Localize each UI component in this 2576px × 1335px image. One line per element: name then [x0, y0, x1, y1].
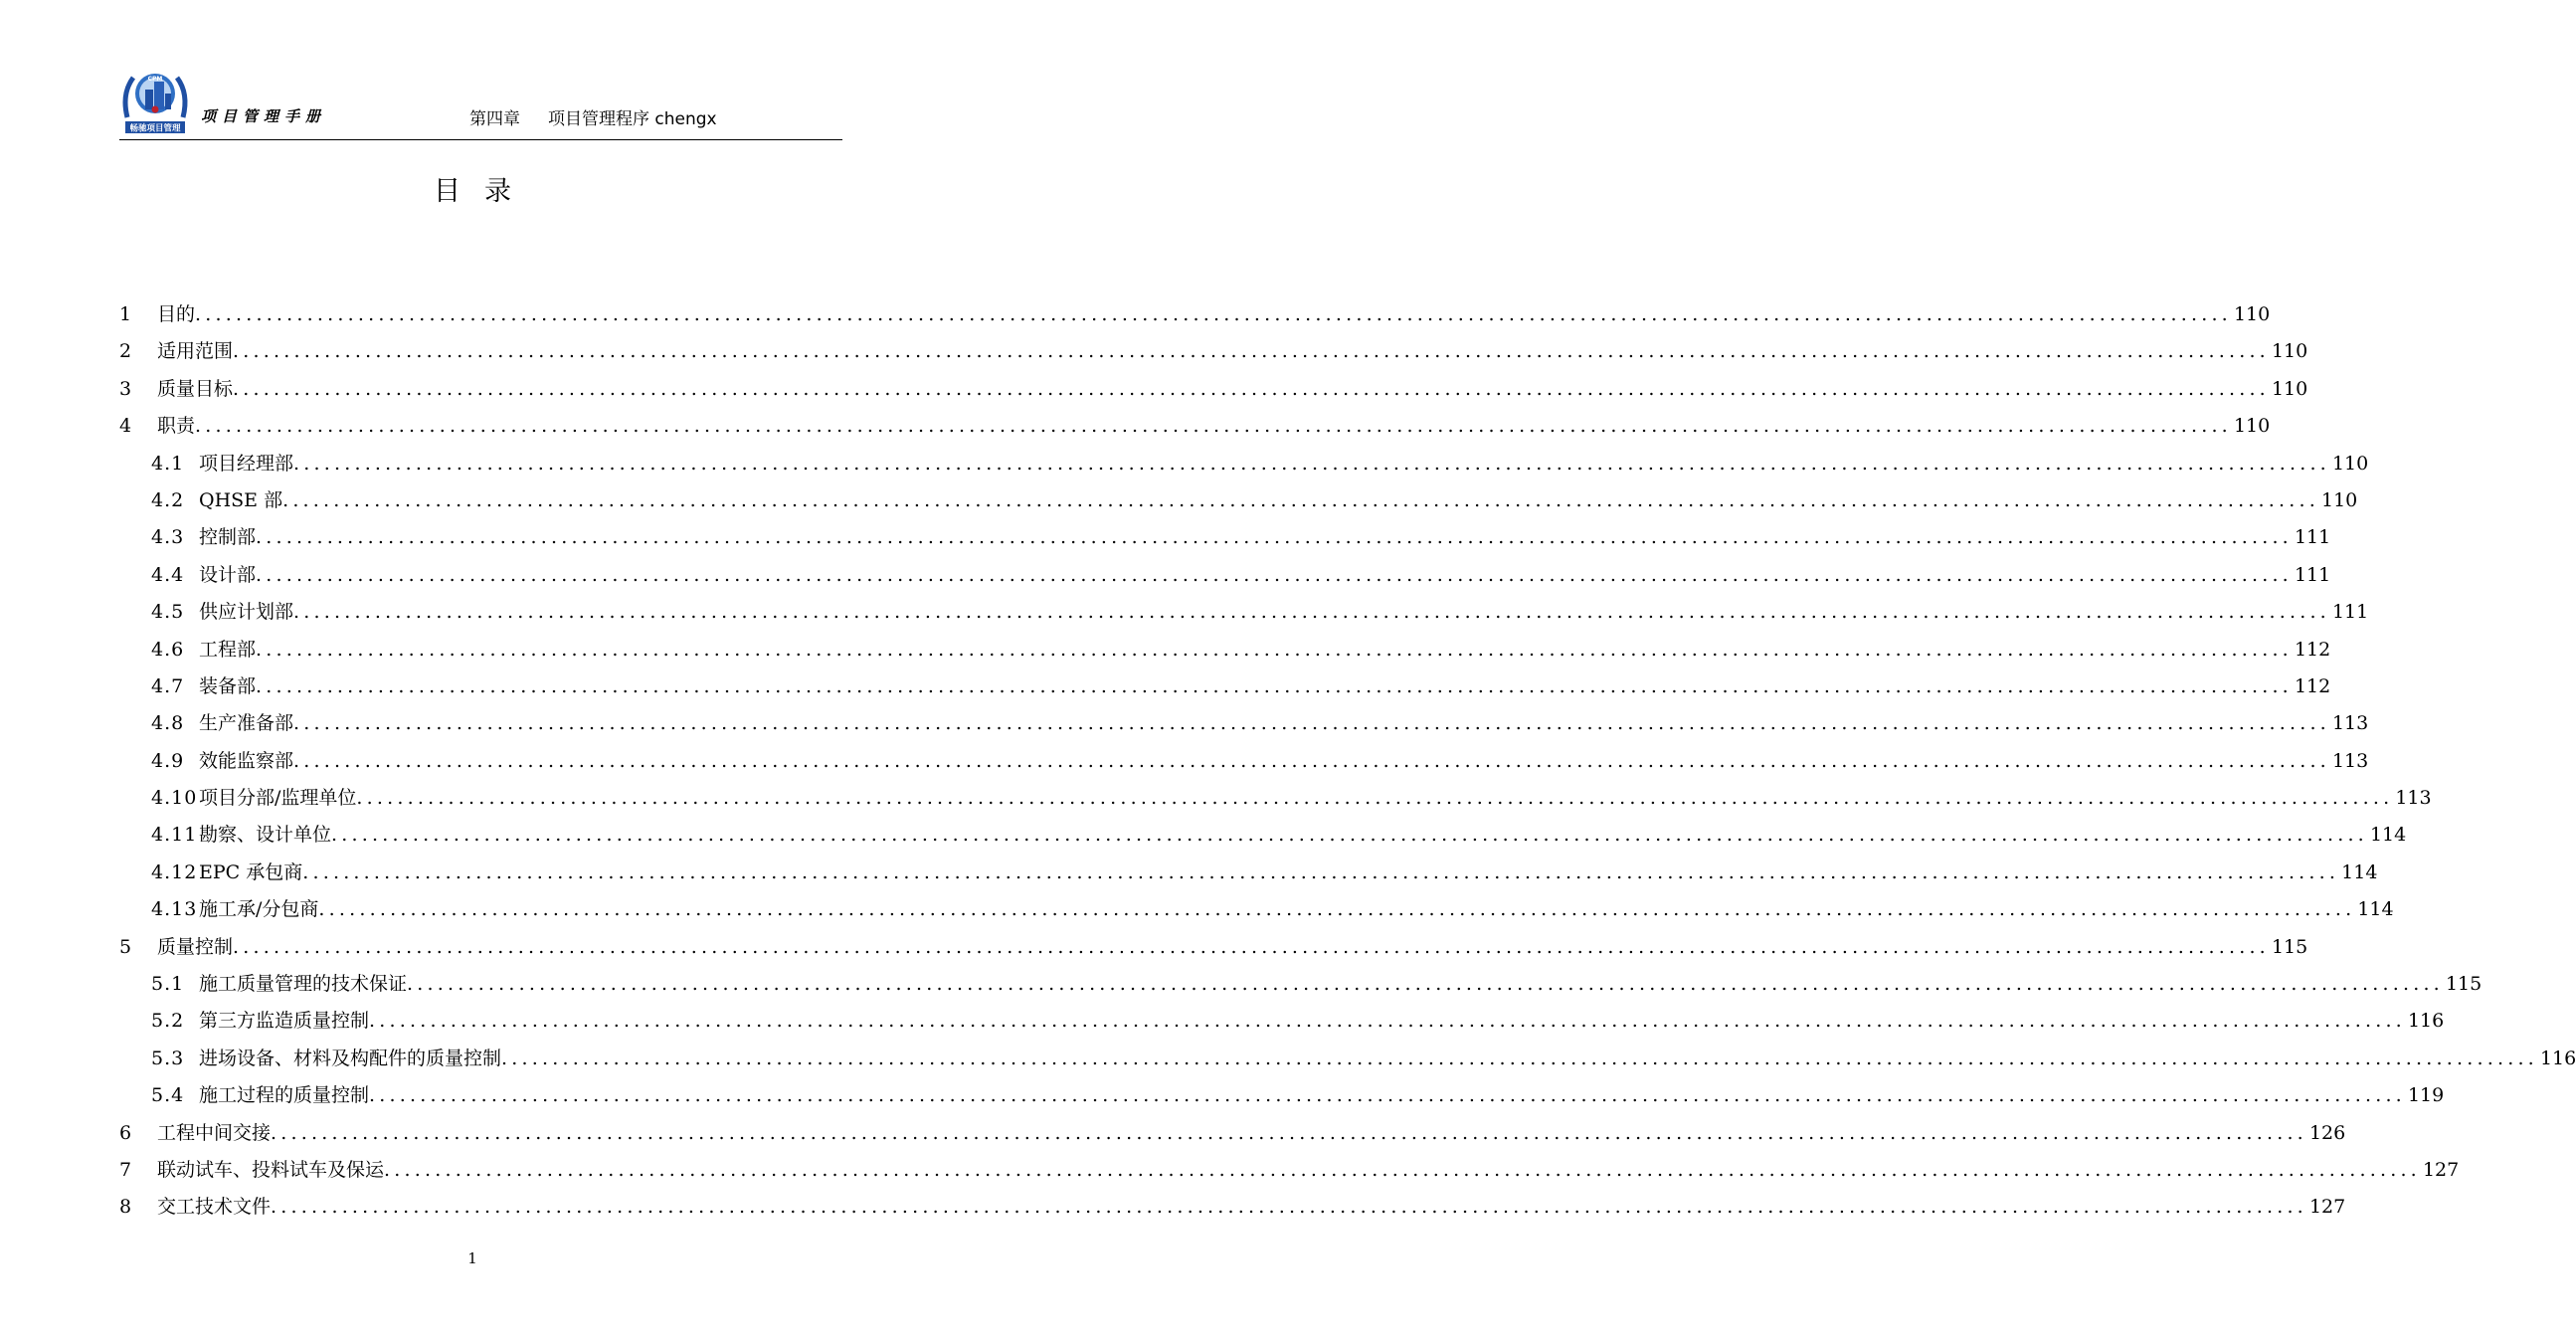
toc-entry-line — [151, 1041, 2576, 1077]
toc-entry-label: 工程中间交接 — [157, 1121, 272, 1144]
toc-entry-page: 110 — [2271, 340, 2308, 363]
toc-entry[interactable] — [119, 371, 2308, 408]
toc-entry[interactable] — [119, 446, 2369, 482]
toc-entry-label: 工程部 — [199, 638, 257, 661]
toc-entry-page: 119 — [2407, 1084, 2445, 1107]
toc-dot-leader: ........................................................................................................................................................................................................ — [293, 749, 2330, 772]
toc-entry-page: 113 — [2331, 712, 2369, 735]
toc-entry[interactable] — [119, 929, 2308, 966]
table-of-contents — [119, 296, 2576, 1227]
toc-dot-leader: ........................................................................................................................................................................................................ — [256, 563, 2293, 586]
toc-dot-leader: ........................................................................................................................................................................................................ — [256, 526, 2293, 549]
toc-entry-page: 115 — [2271, 935, 2308, 958]
toc-dot-leader: ........................................................................................................................................................................................................ — [271, 1196, 2307, 1219]
toc-entry[interactable] — [119, 705, 2369, 742]
toc-entry[interactable] — [119, 1115, 2346, 1152]
toc-entry-label: 供应计划部 — [199, 601, 294, 624]
toc-entry-page: 113 — [2331, 749, 2369, 772]
toc-entry-line — [151, 557, 2331, 594]
toc-entry-number: 5.4 — [151, 1084, 185, 1107]
toc-entry-page: 113 — [2395, 787, 2432, 810]
toc-entry-page: 110 — [2331, 452, 2369, 475]
toc-entry-line — [119, 333, 2308, 370]
toc-entry-line — [119, 408, 2271, 445]
toc-entry[interactable] — [119, 1041, 2576, 1077]
toc-entry-page: 126 — [2308, 1121, 2346, 1144]
page-number: 1 — [467, 1249, 477, 1267]
toc-entry-page: 110 — [2271, 377, 2308, 400]
toc-entry-page: 127 — [2308, 1196, 2346, 1219]
toc-entry-number: 4.7 — [151, 674, 185, 697]
toc-entry[interactable] — [119, 891, 2394, 928]
toc-entry[interactable] — [119, 855, 2378, 891]
toc-entry-label: 进场设备、材料及构配件的质量控制 — [199, 1047, 502, 1069]
toc-entry-page: 110 — [2233, 303, 2271, 325]
toc-entry-label: 施工承/分包商 — [199, 898, 319, 921]
logo-text-top: CPM — [147, 76, 163, 83]
toc-entry-line — [151, 668, 2331, 705]
toc-entry-number: 4.12 — [151, 860, 198, 883]
toc-entry-number: 2 — [119, 340, 132, 363]
toc-entry-label: QHSE 部 — [199, 488, 283, 511]
toc-entry[interactable] — [119, 632, 2331, 668]
toc-entry-label: 目的 — [157, 303, 196, 325]
toc-entry-page: 110 — [2321, 488, 2358, 511]
toc-entry[interactable] — [119, 296, 2271, 333]
toc-entry-number: 7 — [119, 1158, 132, 1181]
toc-entry-label: 质量目标 — [157, 377, 234, 400]
toc-dot-leader: ........................................................................................................................................................................................................ — [293, 712, 2330, 735]
toc-entry-line — [119, 371, 2308, 408]
toc-entry-number: 4.2 — [151, 488, 185, 511]
toc-entry-label: 项目分部/监理单位 — [199, 787, 357, 810]
toc-dot-leader: ........................................................................................................................................................................................................ — [282, 488, 2319, 511]
toc-entry[interactable] — [119, 482, 2358, 519]
toc-entry-page: 116 — [2407, 1010, 2445, 1033]
toc-entry-number: 5 — [119, 935, 132, 958]
toc-entry[interactable] — [119, 817, 2407, 854]
toc-entry-number: 4.8 — [151, 712, 185, 735]
toc-entry[interactable] — [119, 780, 2432, 817]
toc-entry-number: 4 — [119, 415, 132, 438]
toc-dot-leader: ........................................................................................................................................................................................................ — [233, 377, 2270, 400]
toc-entry-number: 3 — [119, 377, 132, 400]
toc-dot-leader: ........................................................................................................................................................................................................ — [318, 898, 2356, 921]
toc-entry-line — [151, 966, 2483, 1003]
toc-entry-label: EPC 承包商 — [199, 860, 303, 883]
toc-entry-line — [119, 929, 2308, 966]
toc-entry-number: 4.5 — [151, 601, 185, 624]
toc-entry-page: 116 — [2539, 1047, 2576, 1069]
toc-entry[interactable] — [119, 668, 2331, 705]
toc-dot-leader: ........................................................................................................................................................................................................ — [293, 452, 2330, 475]
toc-entry-number: 5.3 — [151, 1047, 185, 1069]
toc-entry-page: 114 — [2357, 898, 2394, 921]
toc-entry[interactable] — [119, 1077, 2445, 1114]
toc-entry-page: 111 — [2331, 601, 2369, 624]
toc-dot-leader: ........................................................................................................................................................................................................ — [407, 973, 2444, 996]
toc-entry-number: 4.13 — [151, 898, 198, 921]
toc-entry-line — [119, 1115, 2346, 1152]
toc-title: 目录 — [434, 176, 535, 207]
toc-entry[interactable] — [119, 1003, 2445, 1040]
toc-entry-line — [151, 519, 2331, 556]
toc-dot-leader: ........................................................................................................................................................................................................ — [271, 1121, 2307, 1144]
toc-entry-label: 质量控制 — [157, 935, 234, 958]
manual-title: 项目管理手册 — [201, 107, 327, 125]
toc-entry-page: 127 — [2422, 1158, 2460, 1181]
logo-text-bottom: 畅驰项目管理 — [129, 123, 181, 134]
toc-entry-label: 控制部 — [199, 526, 257, 549]
toc-entry-label: 联动试车、投料试车及保运 — [157, 1158, 385, 1181]
toc-entry-line — [151, 632, 2331, 668]
toc-dot-leader: ........................................................................................................................................................................................................ — [256, 638, 2293, 661]
toc-entry-line — [151, 780, 2432, 817]
toc-entry-label: 施工过程的质量控制 — [199, 1084, 370, 1107]
toc-entry-line — [151, 446, 2369, 482]
chapter-name: 项目管理程序 chengx — [548, 109, 717, 129]
toc-entry-page: 114 — [2369, 824, 2407, 847]
toc-entry-label: 职责 — [157, 415, 196, 438]
toc-entry-number: 4.9 — [151, 749, 185, 772]
toc-entry-label: 第三方监造质量控制 — [199, 1010, 370, 1033]
toc-dot-leader: ........................................................................................................................................................................................................ — [195, 415, 2232, 438]
toc-entry-number: 4.1 — [151, 452, 185, 475]
toc-entry-number: 5.1 — [151, 973, 185, 996]
toc-entry-label: 生产准备部 — [199, 712, 294, 735]
toc-entry-label: 项目经理部 — [199, 452, 294, 475]
toc-entry[interactable] — [119, 519, 2331, 556]
toc-entry[interactable] — [119, 966, 2483, 1003]
toc-dot-leader: ........................................................................................................................................................................................................ — [356, 787, 2394, 810]
toc-dot-leader: ........................................................................................................................................................................................................ — [195, 303, 2232, 325]
toc-dot-leader: ........................................................................................................................................................................................................ — [501, 1047, 2538, 1069]
toc-entry[interactable] — [119, 408, 2271, 445]
toc-entry-line — [151, 855, 2378, 891]
toc-entry[interactable] — [119, 1189, 2346, 1226]
toc-dot-leader: ........................................................................................................................................................................................................ — [384, 1158, 2421, 1181]
chapter-number: 第四章 — [469, 109, 520, 129]
toc-entry-label: 交工技术文件 — [157, 1196, 272, 1219]
toc-entry-number: 4.11 — [151, 824, 198, 847]
header-divider — [119, 139, 842, 140]
toc-entry-number: 5.2 — [151, 1010, 185, 1033]
toc-dot-leader: ........................................................................................................................................................................................................ — [293, 601, 2330, 624]
toc-entry-page: 115 — [2445, 973, 2483, 996]
toc-dot-leader: ........................................................................................................................................................................................................ — [331, 824, 2368, 847]
toc-entry-number: 4.4 — [151, 563, 185, 586]
toc-entry-line — [151, 743, 2369, 780]
toc-entry-line — [151, 1077, 2445, 1114]
toc-dot-leader: ........................................................................................................................................................................................................ — [233, 935, 2270, 958]
toc-dot-leader: ........................................................................................................................................................................................................ — [302, 860, 2340, 883]
toc-entry-label: 勘察、设计单位 — [199, 824, 332, 847]
company-logo — [119, 64, 191, 135]
toc-entry-label: 装备部 — [199, 674, 257, 697]
toc-entry-page: 111 — [2294, 526, 2331, 549]
toc-entry-page: 110 — [2233, 415, 2271, 438]
toc-entry-label: 适用范围 — [157, 340, 234, 363]
toc-entry-label: 设计部 — [199, 563, 257, 586]
toc-entry-label: 效能监察部 — [199, 749, 294, 772]
toc-entry-number: 6 — [119, 1121, 132, 1144]
toc-entry-page: 114 — [2341, 860, 2378, 883]
toc-entry-page: 111 — [2294, 563, 2331, 586]
toc-entry[interactable] — [119, 743, 2369, 780]
toc-dot-leader: ........................................................................................................................................................................................................ — [256, 674, 2293, 697]
toc-entry-label: 施工质量管理的技术保证 — [199, 973, 408, 996]
toc-entry[interactable] — [119, 1152, 2460, 1189]
toc-entry-line — [151, 482, 2358, 519]
page-header — [119, 60, 842, 143]
toc-entry[interactable] — [119, 594, 2369, 631]
toc-entry-page: 112 — [2294, 674, 2331, 697]
toc-entry-line — [151, 891, 2394, 928]
toc-entry-line — [119, 1152, 2460, 1189]
toc-entry-page: 112 — [2294, 638, 2331, 661]
toc-entry-number: 4.3 — [151, 526, 185, 549]
toc-entry-number: 1 — [119, 303, 132, 325]
toc-entry-line — [151, 705, 2369, 742]
toc-entry-number: 4.6 — [151, 638, 185, 661]
toc-entry[interactable] — [119, 557, 2331, 594]
toc-entry-line — [151, 594, 2369, 631]
chapter-title — [469, 104, 717, 129]
toc-entry-line — [119, 296, 2271, 333]
toc-entry-line — [151, 1003, 2445, 1040]
toc-entry[interactable] — [119, 333, 2308, 370]
toc-dot-leader: ........................................................................................................................................................................................................ — [369, 1010, 2406, 1033]
toc-entry-number: 4.10 — [151, 787, 198, 810]
toc-entry-line — [119, 1189, 2346, 1226]
toc-dot-leader: ........................................................................................................................................................................................................ — [369, 1084, 2406, 1107]
toc-entry-number: 8 — [119, 1196, 132, 1219]
toc-entry-line — [151, 817, 2407, 854]
toc-dot-leader: ........................................................................................................................................................................................................ — [233, 340, 2270, 363]
